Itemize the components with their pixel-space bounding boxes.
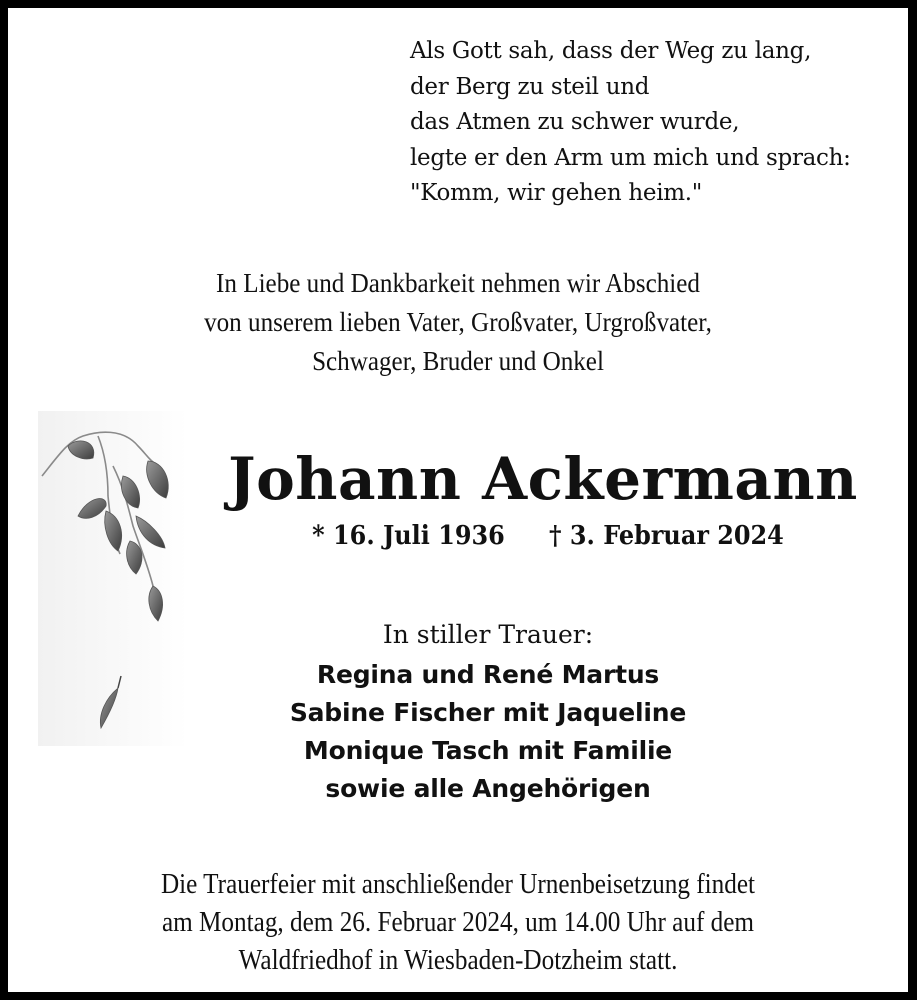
intro-line: In Liebe und Dankbarkeit nehmen wir Abschied [216,268,700,298]
life-dates [244,516,851,556]
poem-line: das Atmen zu schwer wurde, [410,109,740,135]
service-details [53,866,863,980]
service-line: Die Trauerfeier mit anschließender Urnenbeisetzung findet [160,869,756,900]
hanging-leaves-icon [28,406,208,751]
mourners-list [188,656,788,808]
service-line: Waldfriedhof in Wiesbaden-Dotzheim statt. [238,945,678,976]
poem-line: Als Gott sah, dass der Weg zu lang, [410,38,812,64]
birth-date: 16. Juli 1936 [333,521,505,551]
mourner-entry: Sabine Fischer mit Jaqueline [289,698,687,727]
death-date: 3. Februar 2024 [569,521,784,551]
poem [410,34,851,212]
mourners-label: In stiller Trauer: [382,620,594,649]
poem-line: "Komm, wir gehen heim." [410,180,703,206]
intro-line: Schwager, Bruder und Onkel [312,346,604,376]
service-line: am Montag, dem 26. Februar 2024, um 14.00 Uhr auf dem [161,907,755,938]
mourner-entry: Regina und René Martus [316,660,660,689]
birth-symbol: * [312,521,325,551]
obituary-notice [8,8,908,992]
death-cross-icon: † [549,521,562,551]
poem-line: legte er den Arm um mich und sprach: [410,144,851,171]
mourner-entry: Monique Tasch mit Familie [303,736,673,765]
deceased-name: Johann Ackermann [228,445,858,513]
farewell-intro [40,264,877,381]
poem-line: der Berg zu steil und [410,73,650,100]
mourner-entry: sowie alle Angehörigen [325,774,651,803]
intro-line: von unserem lieben Vater, Großvater, Urgroßvater, [204,307,712,337]
